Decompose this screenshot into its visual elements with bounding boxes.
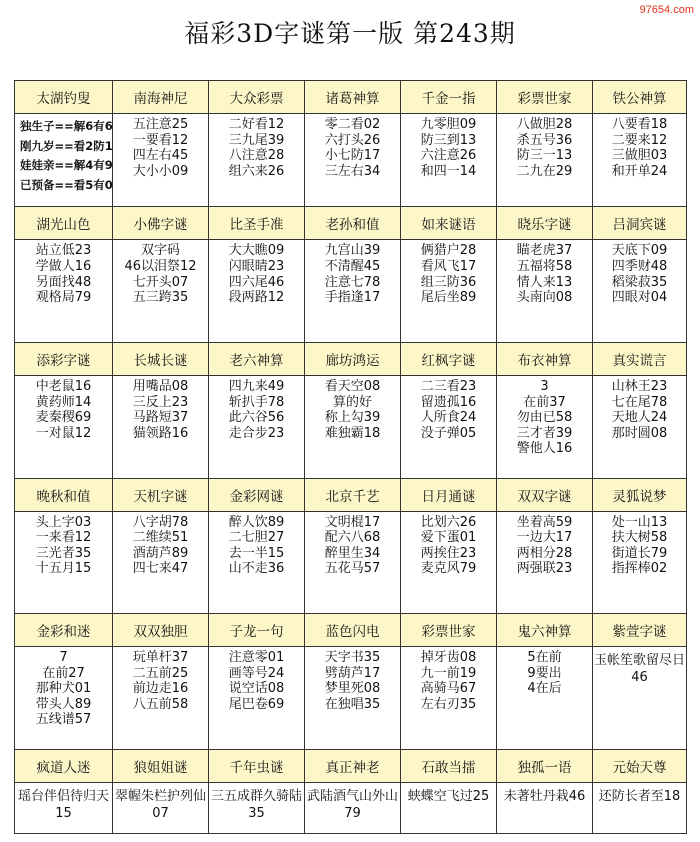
riddle-line: 天底下09: [611, 243, 668, 259]
column-title: 金彩和迷: [15, 614, 113, 647]
riddle-cell: [401, 114, 497, 207]
column-title: 廊坊鸿运: [305, 342, 401, 375]
riddle-line: 天字书35: [324, 650, 381, 666]
riddle-line: 瞄老虎37: [516, 243, 573, 259]
riddle-line: 46以泪祭12: [124, 259, 197, 275]
riddle-cell: [209, 782, 305, 833]
riddle-line: 那时圆08: [611, 425, 668, 441]
riddle-line: 八字胡78: [132, 514, 189, 530]
column-title: 紫萱字谜: [593, 614, 687, 647]
riddle-text: 蛱蝶空飞过25: [407, 788, 490, 804]
riddle-cell: [209, 511, 305, 614]
header-row: [15, 207, 687, 240]
riddle-text: 瑶台伴侣待归天15: [17, 788, 109, 821]
riddle-line: 俩猎户28: [420, 243, 477, 259]
riddle-line: 头上字03: [35, 514, 92, 530]
riddle-line: 八五前58: [132, 696, 189, 712]
riddle-line: 九宫山39: [324, 243, 381, 259]
riddle-line: 斩扒手78: [228, 394, 285, 410]
riddle-line: 组三防36: [420, 274, 477, 290]
riddle-line: 二维续51: [132, 530, 189, 546]
riddle-line: 另面找48: [35, 274, 92, 290]
riddle-cell: [401, 782, 497, 833]
column-title: 双双字谜: [497, 478, 593, 511]
riddle-line: 六打头26: [324, 132, 381, 148]
riddle-line: 大小小09: [132, 163, 189, 179]
riddle-cell: [497, 782, 593, 833]
riddle-cell: [209, 376, 305, 479]
riddle-line: 一对鼠12: [35, 425, 92, 441]
riddle-line: 三光者35: [35, 545, 92, 561]
riddle-line: 五花马57: [324, 561, 381, 577]
riddle-cell: [209, 647, 305, 750]
riddle-line: 尾后坐89: [420, 290, 477, 306]
riddle-cell: [497, 376, 593, 479]
riddle-line: 猫领路16: [132, 425, 189, 441]
riddle-line: 二九在29: [516, 163, 573, 179]
riddle-line: 中老鼠16: [35, 379, 92, 395]
riddle-line: 刚九岁==看2防1: [20, 138, 113, 153]
riddle-line: 醉人饮89: [228, 514, 285, 530]
riddle-line: 走合步23: [228, 425, 285, 441]
riddle-cell: [497, 240, 593, 343]
riddle-line: 掉牙齿08: [420, 650, 477, 666]
riddle-line: 尾巴卷69: [228, 696, 285, 712]
riddle-line: 两强联23: [516, 561, 573, 577]
watermark: 97654.com: [639, 4, 694, 16]
riddle-line: 四七来47: [132, 561, 189, 577]
column-title: 老孙和值: [305, 207, 401, 240]
riddle-line: 勿由已58: [516, 410, 573, 426]
riddle-line: 和四一14: [420, 163, 477, 179]
column-title: 蓝色闪电: [305, 614, 401, 647]
riddle-line: 麦克风79: [420, 561, 477, 577]
riddle-cell: [113, 511, 209, 614]
riddle-line: 此六谷56: [228, 410, 285, 426]
riddle-line: 六注意26: [420, 148, 477, 164]
riddle-line: 高骑马67: [420, 681, 477, 697]
riddle-line: 大大瞧09: [228, 243, 285, 259]
riddle-line: 三左右34: [324, 163, 381, 179]
riddle-line: 黄药师14: [35, 394, 92, 410]
riddle-line: 配六八68: [324, 530, 381, 546]
riddle-line: 观格局79: [35, 290, 92, 306]
column-title: 湖光山色: [15, 207, 113, 240]
content-row: [15, 114, 687, 207]
column-title: 太湖钓叟: [15, 81, 113, 114]
riddle-line: 爱下蛋01: [420, 530, 477, 546]
riddle-line: 二好看12: [228, 117, 285, 133]
riddle-line: 梦里死08: [324, 681, 381, 697]
riddle-cell: [497, 511, 593, 614]
riddle-line: 指挥棒02: [611, 561, 668, 577]
riddle-line: 街道长79: [611, 545, 668, 561]
riddle-cell: [593, 114, 687, 207]
riddle-line: 五注意25: [132, 117, 189, 133]
riddle-line: 人所食24: [420, 410, 477, 426]
riddle-line: 留遗孤16: [420, 394, 477, 410]
column-title: 灵狐说梦: [593, 478, 687, 511]
riddle-line: 天地人24: [611, 410, 668, 426]
column-title: 铁公神算: [593, 81, 687, 114]
riddle-line: 两挨住23: [420, 545, 477, 561]
content-row: [15, 376, 687, 479]
riddle-line: 醉里生34: [324, 545, 381, 561]
column-title: 元始天尊: [593, 749, 687, 782]
column-title: 子龙一句: [209, 614, 305, 647]
riddle-line: 二三看23: [420, 379, 477, 395]
header-row: [15, 614, 687, 647]
riddle-line: 前边走16: [132, 681, 189, 697]
column-title: 双双独胆: [113, 614, 209, 647]
riddle-line: 没子弹05: [420, 425, 477, 441]
header-row: [15, 81, 687, 114]
riddle-line: 头南向08: [516, 290, 573, 306]
column-title: 比圣手准: [209, 207, 305, 240]
column-title: 如来谜语: [401, 207, 497, 240]
riddle-text: 翠幄朱栏护列仙07: [114, 788, 206, 821]
riddle-line: 在前37: [523, 394, 566, 410]
riddle-line: 一要看12: [132, 132, 189, 148]
riddle-cell: [15, 782, 113, 833]
riddle-cell: [209, 114, 305, 207]
column-title: 狼姐姐谜: [113, 749, 209, 782]
riddle-line: 稻梁菽35: [611, 274, 668, 290]
riddle-cell: [305, 647, 401, 750]
riddle-cell: [401, 511, 497, 614]
riddle-cell: [497, 114, 593, 207]
riddle-line: 四九来49: [228, 379, 285, 395]
riddle-line: 酒葫芦89: [132, 545, 189, 561]
riddle-text: 未著牡丹栽46: [503, 788, 586, 804]
column-title: 红枫字谜: [401, 342, 497, 375]
riddle-line: 独生子==解6有6: [20, 119, 113, 134]
riddle-line: 看天空08: [324, 379, 381, 395]
riddle-line: 4在后: [527, 681, 562, 697]
riddle-cell: [305, 240, 401, 343]
column-title: 疯道人迷: [15, 749, 113, 782]
riddle-line: 那种犬01: [35, 681, 92, 697]
riddle-cell: [593, 782, 687, 833]
riddle-line: 玩单杆37: [132, 650, 189, 666]
riddle-cell: [15, 511, 113, 614]
riddle-line: 说空话08: [228, 681, 285, 697]
column-title: 金彩网谜: [209, 478, 305, 511]
page-title: 福彩3D字谜第一版 第243期: [184, 19, 516, 48]
riddle-line: 学做人16: [35, 259, 92, 275]
column-title: 真实谎言: [593, 342, 687, 375]
riddle-cell: [497, 647, 593, 750]
riddle-line: 九一前19: [420, 665, 477, 681]
riddle-line: 看风飞17: [420, 259, 477, 275]
riddle-line: 小七防17: [324, 148, 381, 164]
riddle-line: 两相分28: [516, 545, 573, 561]
riddle-line: 坐着高59: [516, 514, 573, 530]
riddle-cell: [209, 240, 305, 343]
column-title: 晓乐字谜: [497, 207, 593, 240]
column-title: 北京千艺: [305, 478, 401, 511]
riddle-cell: [15, 647, 113, 750]
riddle-line: 一边大17: [516, 530, 573, 546]
riddle-cell: [15, 240, 113, 343]
riddle-cell: [113, 782, 209, 833]
column-title: 布衣神算: [497, 342, 593, 375]
riddle-line: 四眼对04: [611, 290, 668, 306]
riddle-line: 闪眼睛23: [228, 259, 285, 275]
riddle-line: 防三一13: [516, 148, 573, 164]
column-title: 长城长谜: [113, 342, 209, 375]
header-row: [15, 478, 687, 511]
riddle-line: 山林王23: [611, 379, 668, 395]
riddle-line: 组六来26: [228, 163, 285, 179]
riddle-line: 娃娃亲==解4有9: [20, 158, 113, 173]
riddle-cell: [113, 240, 209, 343]
header-row: [15, 749, 687, 782]
riddle-line: 手指逢17: [324, 290, 381, 306]
riddle-line: 七在尾78: [611, 394, 668, 410]
riddle-cell: [401, 376, 497, 479]
riddle-line: 在前27: [42, 665, 85, 681]
riddle-cell: [401, 240, 497, 343]
column-title: 小佛字谜: [113, 207, 209, 240]
riddle-line: 扶大树58: [611, 530, 668, 546]
riddle-line: 处一山13: [611, 514, 668, 530]
riddle-line: 左右刃35: [420, 696, 477, 712]
riddle-text: 三五成群久骑陆35: [210, 788, 302, 821]
riddle-line: 七开头07: [132, 274, 189, 290]
content-row: [15, 782, 687, 833]
riddle-line: 八要看18: [611, 117, 668, 133]
riddle-line: 劈葫芦17: [324, 665, 381, 681]
riddle-line: 3: [540, 379, 549, 395]
riddle-line: 八注意28: [228, 148, 285, 164]
riddle-line: 防三到13: [420, 132, 477, 148]
content-row: [15, 240, 687, 343]
header-row: [15, 342, 687, 375]
riddle-cell: [113, 114, 209, 207]
riddle-cell: [305, 782, 401, 833]
riddle-line: 已预备==看5有0: [20, 177, 113, 192]
riddle-line: 五线谱57: [35, 712, 92, 728]
riddle-line: 算的好: [332, 394, 372, 410]
riddle-line: 二要来12: [611, 132, 668, 148]
column-title: 石敢当擂: [401, 749, 497, 782]
riddle-line: 带头人89: [35, 696, 92, 712]
riddle-line: 和开单24: [611, 163, 668, 179]
column-title: 千年虫谜: [209, 749, 305, 782]
riddle-cell: [15, 376, 113, 479]
riddle-cell: [15, 114, 113, 207]
riddle-line: 比划六26: [420, 514, 477, 530]
riddle-line: 十五月15: [35, 561, 92, 577]
riddle-line: 双字码: [140, 243, 180, 259]
riddle-line: 警他人16: [516, 441, 573, 457]
riddle-line: 文明棍17: [324, 514, 381, 530]
riddle-cell: [401, 647, 497, 750]
riddle-line: 五福将58: [516, 259, 573, 275]
column-title: 独孤一语: [497, 749, 593, 782]
riddle-line: 情人来13: [516, 274, 573, 290]
riddle-line: 在独唱35: [324, 696, 381, 712]
column-title: 添彩字谜: [15, 342, 113, 375]
column-title: 鬼六神算: [497, 614, 593, 647]
riddle-cell: [593, 240, 687, 343]
riddle-line: 九零胆09: [420, 117, 477, 133]
riddle-line: 五三跨35: [132, 290, 189, 306]
column-title: 吕洞宾谜: [593, 207, 687, 240]
riddle-text: 玉帐笙歌留尽日46: [593, 653, 685, 686]
riddle-cell: [113, 376, 209, 479]
riddle-cell: [305, 114, 401, 207]
riddle-line: 5在前: [527, 650, 562, 666]
riddle-line: 三九尾39: [228, 132, 285, 148]
column-title: 大众彩票: [209, 81, 305, 114]
riddle-line: 注意零01: [228, 650, 285, 666]
riddle-line: 八做胆28: [516, 117, 573, 133]
riddle-line: 四季财48: [611, 259, 668, 275]
riddle-line: 去一半15: [228, 545, 285, 561]
riddle-line: 注意七78: [324, 274, 381, 290]
riddle-line: 四六尾46: [228, 274, 285, 290]
riddle-line: 山不走36: [228, 561, 285, 577]
riddle-cell: [113, 647, 209, 750]
riddle-line: 四左右45: [132, 148, 189, 164]
riddle-line: 三反上23: [132, 394, 189, 410]
riddle-line: 二五前25: [132, 665, 189, 681]
riddle-cell: [593, 647, 687, 750]
riddle-line: 9要出: [527, 665, 562, 681]
riddle-line: 杀五号36: [516, 132, 573, 148]
content-row: [15, 511, 687, 614]
column-title: 晚秋和值: [15, 478, 113, 511]
riddle-text: 武陆酒气山外山79: [306, 788, 398, 821]
riddle-line: 二七胆27: [228, 530, 285, 546]
column-title: 彩票世家: [401, 614, 497, 647]
riddle-line: 马路短37: [132, 410, 189, 426]
riddle-cell: [305, 511, 401, 614]
riddle-cell: [593, 376, 687, 479]
riddle-line: 称上勾39: [324, 410, 381, 426]
column-title: 南海神尼: [113, 81, 209, 114]
riddle-line: 用嘴品08: [132, 379, 189, 395]
riddle-line: 难独霸18: [324, 425, 381, 441]
riddle-cell: [593, 511, 687, 614]
riddle-line: 麦秦稷69: [35, 410, 92, 426]
column-title: 彩票世家: [497, 81, 593, 114]
riddle-line: 一来看12: [35, 530, 92, 546]
riddle-line: 画等号24: [228, 665, 285, 681]
column-title: 日月通谜: [401, 478, 497, 511]
column-title: 诸葛神算: [305, 81, 401, 114]
column-title: 老六神算: [209, 342, 305, 375]
column-title: 真正神老: [305, 749, 401, 782]
riddle-line: 段两路12: [228, 290, 285, 306]
riddle-line: 站立低23: [35, 243, 92, 259]
content-row: [15, 647, 687, 750]
riddle-line: 7: [59, 650, 68, 666]
riddle-cell: [305, 376, 401, 479]
riddle-table: [14, 80, 687, 834]
riddle-line: 零二看02: [324, 117, 381, 133]
column-title: 天机字谜: [113, 478, 209, 511]
column-title: 千金一指: [401, 81, 497, 114]
riddle-line: 不清醒45: [324, 259, 381, 275]
riddle-line: 三才者39: [516, 425, 573, 441]
riddle-line: 三做胆03: [611, 148, 668, 164]
riddle-text: 还防长者至18: [598, 788, 681, 804]
